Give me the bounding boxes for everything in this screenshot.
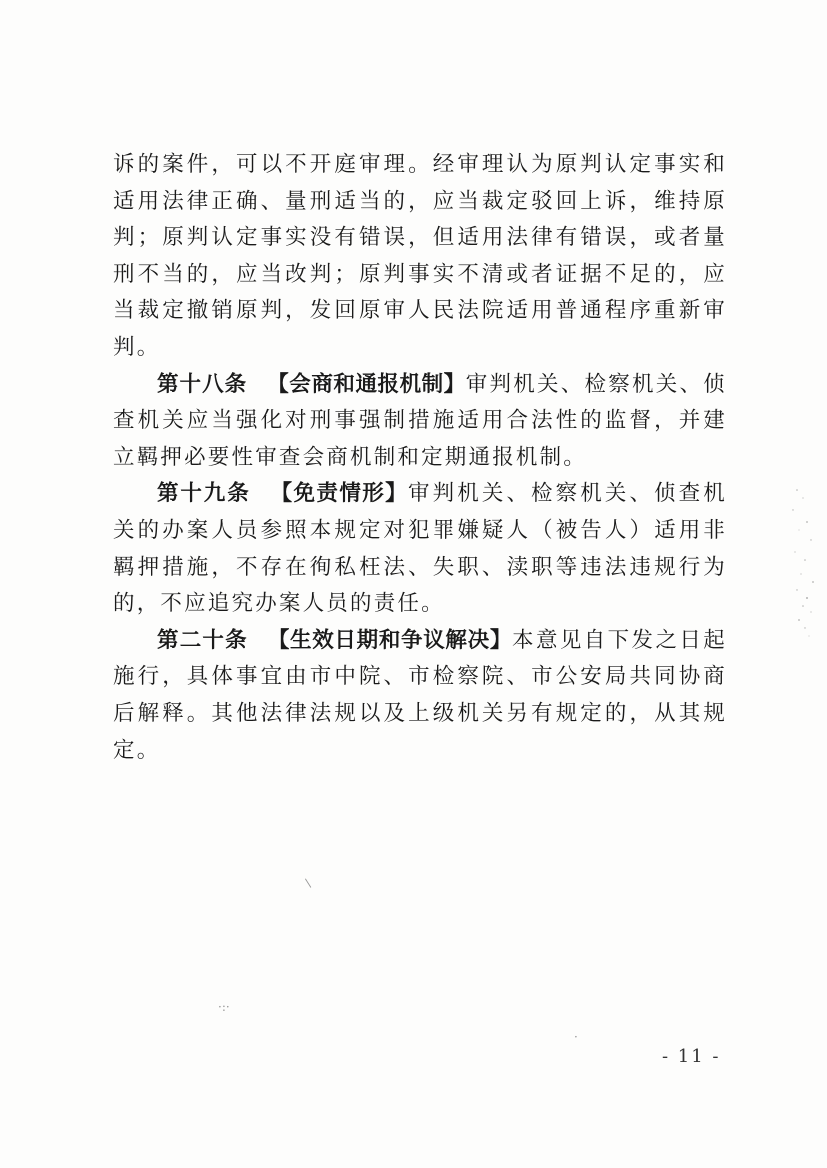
- document-body: [113, 147, 727, 769]
- article-20: [113, 623, 727, 769]
- article-number: 第十八条: [157, 371, 248, 397]
- page-number: - 11 -: [662, 1046, 721, 1067]
- article-body: 审判机关、检察机关、侦查机关应当强化对刑事强制措施适用合法性的监督，并建立羁押必要性审查会商机制和定期通报机制。: [113, 371, 727, 470]
- article-number: 第二十条: [157, 627, 248, 653]
- scan-noise-specks: [767, 470, 827, 650]
- scan-mark: ·: [574, 1030, 578, 1044]
- scan-mark: ·:·: [218, 1000, 230, 1014]
- continued-paragraph: 诉的案件，可以不开庭审理。经审理认为原判认定事实和适用法律正确、量刑适当的，应当裁定驳回上诉，维持原判；原判认定事实没有错误，但适用法律有错误，或者量刑不当的，应当改判；原判事实不清或者证据不足的，应当裁定撤销原判，发回原审人民法院适用普通程序重新审判。: [113, 152, 727, 360]
- article-title: 【生效日期和争议解决】: [267, 627, 513, 653]
- article-body: 审判机关、检察机关、侦查机关的办案人员参照本规定对犯罪嫌疑人（被告人）适用非羁押措施，不存在徇私枉法、失职、渎职等违法违规行为的，不应追究办案人员的责任。: [113, 481, 727, 617]
- article-title: 【会商和通报机制】: [267, 371, 466, 397]
- article-18: [113, 367, 727, 477]
- article-19: [113, 476, 727, 622]
- article-body: 本意见自下发之日起施行，具体事宜由市中院、市检察院、市公安局共同协商后解释。其他法律法规以及上级机关另有规定的，从其规定。: [113, 627, 727, 763]
- scan-mark: /: [301, 876, 315, 890]
- article-number: 第十九条: [157, 481, 251, 507]
- article-title: 【免责情形】: [270, 481, 409, 507]
